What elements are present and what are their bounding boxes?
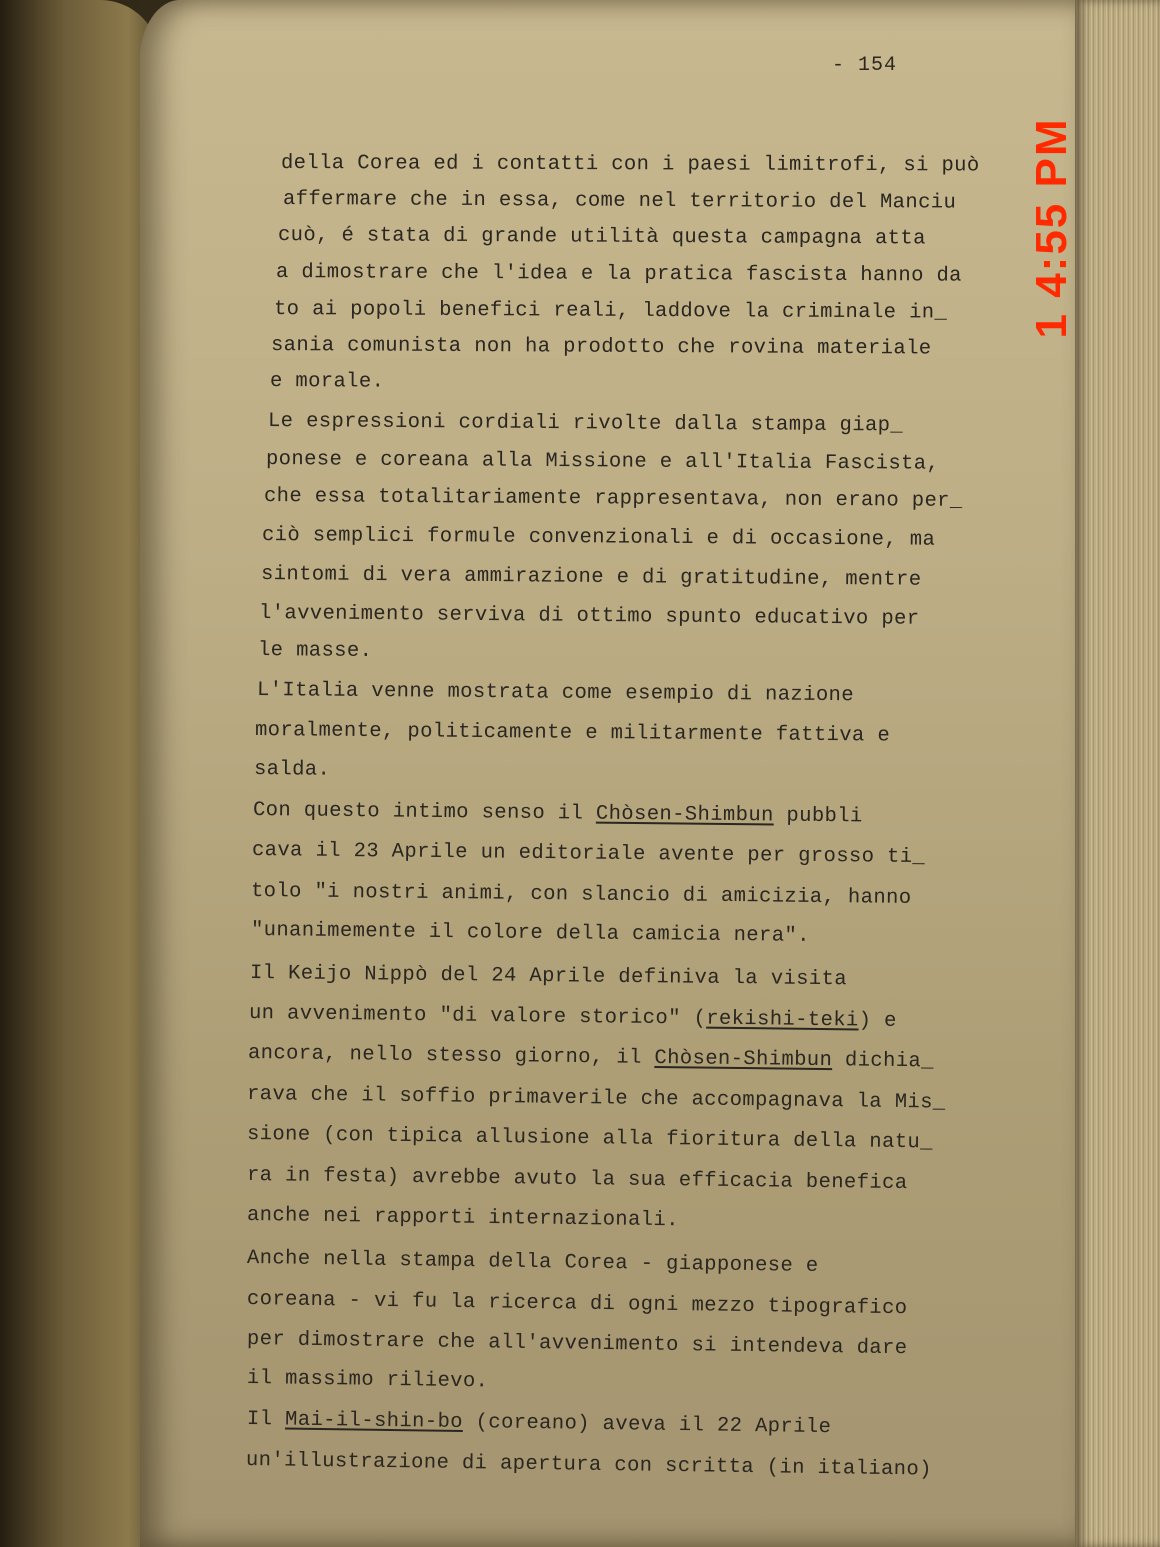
text-segment: sione (con tipica allusione alla fioritura della natu_	[246, 1123, 934, 1155]
text-segment: coreana - vi fu la ricerca di ogni mezzo tipografico	[246, 1288, 908, 1321]
text-line	[283, 188, 956, 215]
underlined-title: Chòsen-Shimbun	[595, 802, 774, 828]
text-line	[261, 563, 922, 592]
text-line	[249, 1002, 897, 1033]
text-line	[258, 639, 373, 663]
text-segment: per dimostrare che all'avvenimento si intendeva dare	[246, 1328, 908, 1361]
text-line	[251, 880, 912, 910]
text-line	[247, 1164, 908, 1195]
timestamp-text: 1 4:55 PM	[1027, 117, 1076, 339]
text-segment: ponese e coreana alla Missione e all'Italia Fascista,	[265, 448, 940, 476]
text-line	[253, 799, 863, 828]
text-segment: (coreano) aveva il 22 Aprile	[462, 1411, 832, 1440]
text-line	[274, 298, 947, 325]
text-line	[247, 1247, 819, 1278]
text-line	[247, 1408, 832, 1439]
text-segment: cava il 23 Aprile un editoriale avente per grosso ti_	[251, 839, 926, 870]
text-line	[255, 719, 890, 748]
text-line	[264, 485, 963, 513]
text-segment: Il Keijo Nippò del 24 Aprile definiva la visita	[249, 962, 848, 992]
underlined-title: rekishi-teki	[706, 1007, 859, 1033]
text-line	[247, 1288, 908, 1320]
text-line	[247, 1204, 679, 1232]
text-line	[268, 410, 903, 437]
text-line	[251, 919, 810, 948]
text-line	[252, 839, 925, 869]
text-segment: pubbli	[773, 804, 863, 829]
text-segment: L'Italia venne mostrata come esempio di nazione	[256, 679, 855, 708]
text-segment: sania comunista non ha prodotto che rovina materiale	[270, 334, 932, 361]
text-segment: il massimo rilievo.	[246, 1367, 489, 1394]
text-segment: Il	[246, 1408, 286, 1432]
text-segment: le masse.	[257, 639, 373, 663]
text-segment: l'avvenimento serviva di ottimo spunto educativo per	[258, 602, 920, 631]
text-line	[247, 1123, 933, 1154]
text-segment: e morale.	[269, 370, 385, 394]
text-line	[266, 448, 939, 476]
text-line	[250, 962, 847, 991]
text-line	[259, 602, 920, 631]
text-line	[257, 679, 854, 707]
page-number: - 154	[832, 54, 898, 77]
underlined-title: Chòsen-Shimbun	[654, 1046, 833, 1073]
text-line	[254, 758, 330, 782]
text-segment: salda.	[253, 758, 331, 782]
text-segment: Le espressioni cordiali rivolte dalla stampa giap_	[267, 410, 904, 438]
text-segment: "unanimemente il colore della camicia nera".	[250, 919, 810, 948]
text-segment: cuò, é stata di grande utilità questa campagna atta	[277, 224, 926, 251]
text-segment: anche nei rapporti internazionali.	[246, 1204, 679, 1233]
text-line	[281, 152, 980, 177]
text-segment: che essa totalitariamente rappresentava, non erano per_	[263, 485, 963, 513]
text-line	[270, 370, 384, 394]
text-segment: dichia_	[832, 1049, 935, 1074]
text-segment: moralmente, politicamente e militarmente fattiva e	[254, 719, 891, 748]
text-segment: ra in festa) avrebbe avuto la sua efficacia benefica	[246, 1164, 908, 1196]
text-segment: a dimostrare che l'idea e la pratica fascista hanno da	[275, 261, 962, 288]
text-line	[271, 334, 932, 360]
text-segment: ancora, nello stesso giorno, il	[247, 1042, 655, 1070]
text-line	[276, 261, 962, 288]
text-line	[247, 1367, 489, 1393]
text-line	[248, 1042, 934, 1073]
text-segment: tolo "i nostri animi, con slancio di amicizia, hanno	[250, 880, 912, 910]
text-segment: to ai popoli benefici reali, laddove la criminale in_	[273, 298, 948, 325]
text-segment: affermare che in essa, come nel territorio del Manciu	[282, 188, 957, 215]
text-line	[247, 1083, 946, 1115]
text-line	[278, 224, 926, 250]
text-line	[247, 1328, 908, 1360]
text-segment: ciò semplici formule convenzionali e di occasione, ma	[261, 524, 936, 552]
text-segment: un avvenimento "di valore storico" (	[248, 1002, 707, 1031]
text-segment: ) e	[858, 1009, 897, 1033]
text-segment: della Corea ed i contatti con i paesi limitrofi, si può	[280, 152, 980, 178]
underlined-title: Mai-il-shin-bo	[284, 1408, 464, 1435]
text-segment: Anche nella stampa della Corea - giapponese e	[246, 1247, 819, 1278]
text-segment: sintomi di vera ammirazione e di gratitudine, mentre	[260, 563, 922, 592]
text-line	[246, 1449, 932, 1482]
text-segment: un'illustrazione di apertura con scritta (in italiano)	[245, 1449, 933, 1482]
text-line	[262, 524, 935, 552]
text-segment: Con questo intimo senso il	[252, 799, 597, 826]
text-segment: rava che il soffio primaverile che accompagnava la Mis_	[246, 1083, 946, 1115]
